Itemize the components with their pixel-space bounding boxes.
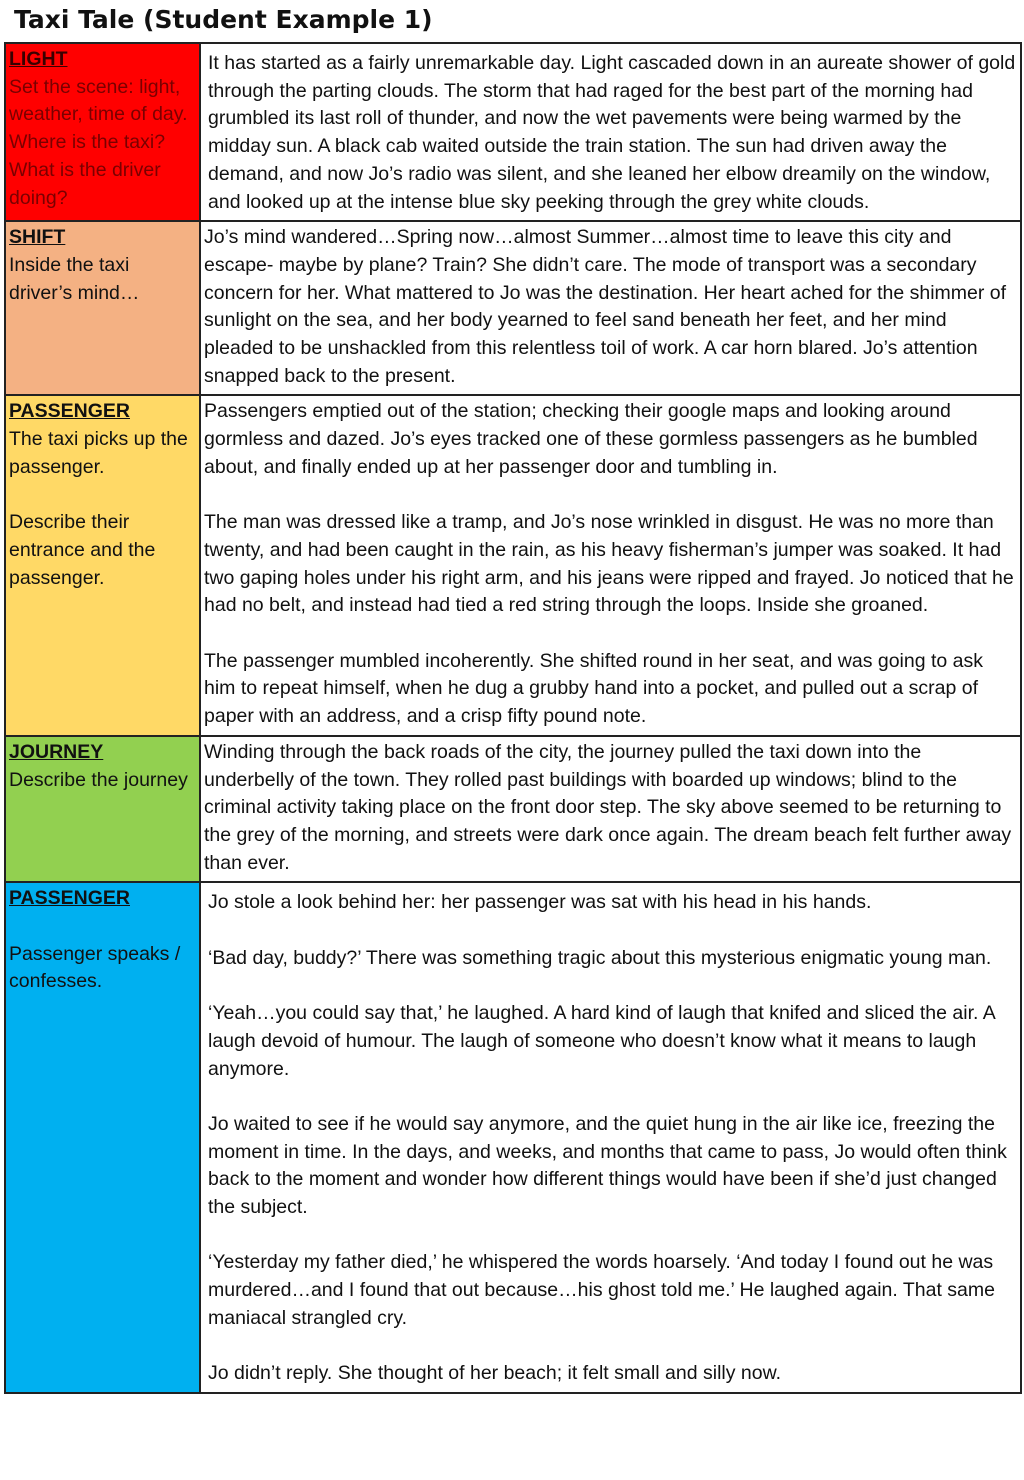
label-cell-passenger — [5, 395, 200, 735]
section-heading: LIGHT — [9, 48, 68, 70]
story-text-cell — [200, 882, 1021, 1393]
story-planning-table — [4, 42, 1022, 1394]
table-row-light — [5, 43, 1021, 221]
section-prompt: Describe the journey — [9, 768, 188, 791]
story-text-cell — [200, 43, 1021, 221]
section-heading: JOURNEY — [9, 740, 104, 763]
table-row-passenger — [5, 395, 1021, 735]
table-row-shift — [5, 221, 1021, 395]
story-paragraph: It has started as a fairly unremarkable day. Light cascaded down in an aureate shower of gold through the parting clouds. The storm that had raged for the best part of the morning had grumbled its last roll of thunder, and now the wet pavements were being warmed by the midday sun. A black cab waited outside the train station. The sun had driven away the demand, and now Jo’s radio was silent, and she leaned her elbow dreamily on the window, and looked up at the intense blue sky peeking through the grey white clouds. — [208, 52, 1016, 213]
section-prompt: Passenger speaks / confesses. — [9, 942, 181, 993]
story-text-cell — [200, 395, 1021, 735]
label-cell-shift — [5, 221, 200, 395]
section-prompt: Inside the taxi driver’s mind… — [9, 253, 140, 304]
section-heading: SHIFT — [9, 226, 66, 249]
story-paragraph: ‘Yesterday my father died,’ he whispered the words hoarsely. ‘And today I found out he was murdered…and I found that out because…his ghost told me.’ He laughed again. That same maniacal strangled cry. — [208, 1251, 995, 1329]
story-paragraph: Passengers emptied out of the station; checking their google maps and looking around gormless and dazed. Jo’s eyes tracked one of these gormless passengers as he bumbled about, and finally ended up at her passenger door and tumbling in. — [204, 400, 978, 478]
label-cell-journey — [5, 736, 200, 883]
label-cell-light — [5, 43, 200, 221]
label-cell-confession — [5, 882, 200, 1393]
story-text-cell — [200, 736, 1021, 883]
story-text-cell — [200, 221, 1021, 395]
section-prompt: The taxi picks up the passenger. Describe their entrance and the passenger. — [9, 428, 188, 589]
page-title: Taxi Tale (Student Example 1) — [14, 5, 433, 34]
section-heading: PASSENGER — [9, 887, 130, 910]
story-paragraph: Jo waited to see if he would say anymore, and the quiet hung in the air like ice, freezing the moment in time. In the days, and weeks, and months that came to pass, Jo would often think back to the moment and wonder how different things would have been if she’d just changed the subject. — [208, 1112, 1007, 1219]
table-row-journey — [5, 736, 1021, 883]
section-prompt: Set the scene: light, weather, time of day. Where is the taxi? What is the driver doing? — [9, 75, 188, 209]
table-row-confession — [5, 882, 1021, 1393]
story-paragraph: Jo’s mind wandered…Spring now…almost Summer…almost time to leave this city and escape- maybe by plane? Train? She didn’t care. The mode of transport was a secondary concern for her. What mattered to Jo was the destination. Her heart ached for the shimmer of sunlight on the sea, and her body yearned to feel sand beneath her feet, and her mind pleaded to be unshackled from this relentless toil of work. A car horn blared. Jo’s attention snapped back to the present. — [204, 226, 1007, 387]
story-paragraph: The passenger mumbled incoherently. She shifted round in her seat, and was going to ask him to repeat himself, when he dug a grubby hand into a pocket, and pulled out a scrap of paper with an address, and a crisp fifty pound note. — [204, 649, 984, 728]
section-heading: PASSENGER — [9, 400, 130, 423]
story-paragraph: ‘Bad day, buddy?’ There was something tragic about this mysterious enigmatic young man. — [208, 946, 992, 969]
story-paragraph: Winding through the back roads of the city, the journey pulled the taxi down into the underbelly of the town. They rolled past buildings with boarded up windows; blind to the criminal activity taking place on the front door step. The sky above seemed to be returning to the grey of the morning, and streets were dark once again. The dream beach felt further away than ever. — [204, 740, 1012, 874]
story-paragraph: Jo stole a look behind her: her passenger was sat with his head in his hands. — [208, 891, 872, 914]
story-paragraph: ‘Yeah…you could say that,’ he laughed. A hard kind of laugh that knifed and sliced the air. A laugh devoid of humour. The laugh of someone who doesn’t know what it means to laugh anymore. — [208, 1002, 995, 1080]
story-paragraph: The man was dressed like a tramp, and Jo’s nose wrinkled in disgust. He was no more than twenty, and had been caught in the rain, as his heavy fisherman’s jumper was soaked. It had two gaping holes under his right arm, and his jeans were ripped and frayed. Jo noticed that he had no belt, and instead had tied a red string through the loops. Inside she groaned. — [204, 511, 1014, 617]
story-paragraph: Jo didn’t reply. She thought of her beach; it felt small and silly now. — [208, 1362, 782, 1385]
